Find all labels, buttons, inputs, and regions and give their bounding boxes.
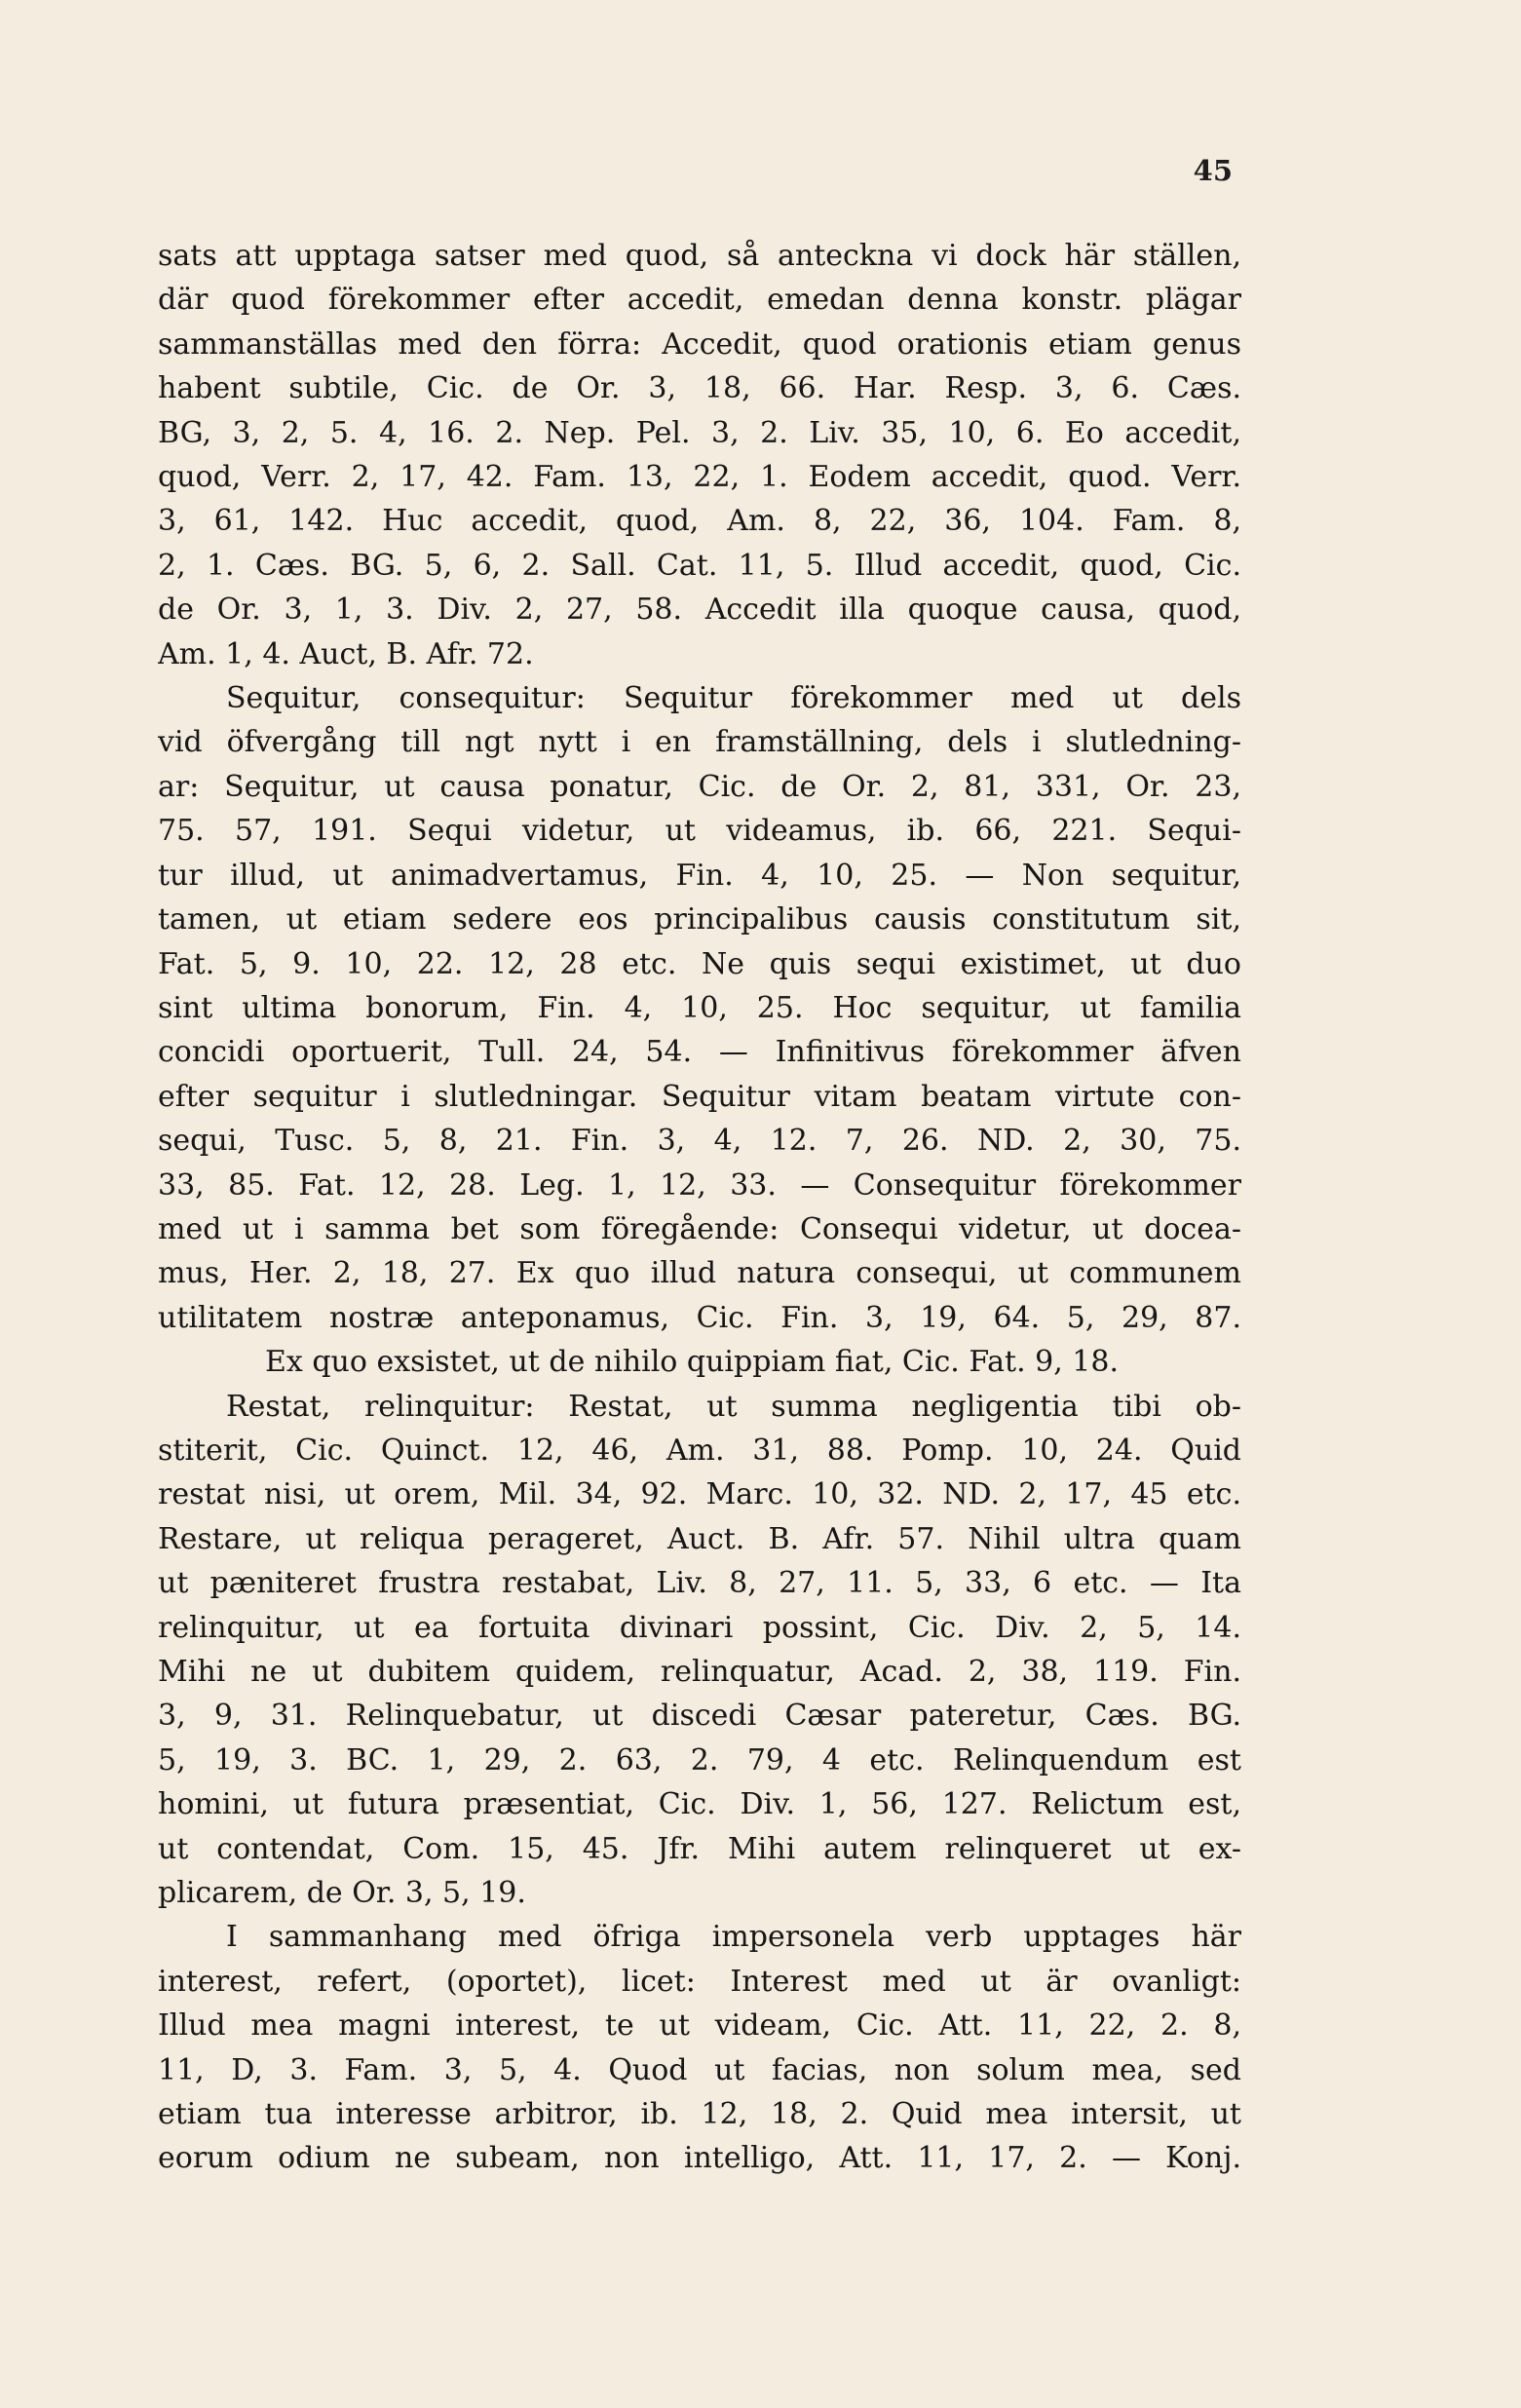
page-number: 45 (1193, 154, 1233, 187)
text-line: 5, 19, 3. BC. 1, 29, 2. 63, 2. 79, 4 etc. Relinquendum est (158, 1742, 1241, 1777)
paragraph-start-line: Ex quo exsistet, ut de nihilo quippiam fiat, Cic. Fat. 9, 18. (265, 1345, 1120, 1380)
paragraph-start-line: Sequitur, consequitur: Sequitur förekommer med ut dels (226, 681, 1241, 716)
text-line: 3, 61, 142. Huc accedit, quod, Am. 8, 22, 36, 104. Fam. 8, (158, 504, 1241, 539)
text-line: tamen, ut etiam sedere eos principalibus causis constitutum sit, (158, 902, 1241, 937)
text-line: 11, D, 3. Fam. 3, 5, 4. Quod ut facias, non solum mea, sed (158, 2052, 1241, 2087)
paragraph-start-line: Restat, relinquitur: Restat, ut summa negligentia tibi ob- (226, 1389, 1241, 1424)
text-line: 2, 1. Cæs. BG. 5, 6, 2. Sall. Cat. 11, 5. Illud accedit, quod, Cic. (158, 548, 1241, 583)
text-line: tur illud, ut animadvertamus, Fin. 4, 10, 25. — Non sequitur, (158, 858, 1241, 893)
text-line: habent subtile, Cic. de Or. 3, 18, 66. Har. Resp. 3, 6. Cæs. (158, 371, 1241, 406)
text-line: sats att upptaga satser med quod, så anteckna vi dock här ställen, (158, 239, 1241, 273)
text-line: plicarem, de Or. 3, 5, 19. (158, 1876, 526, 1911)
text-line: Illud mea magni interest, te ut videam, Cic. Att. 11, 22, 2. 8, (158, 2008, 1241, 2044)
text-line: där quod förekommer efter accedit, emedan denna konstr. plägar (158, 283, 1241, 318)
text-line: 33, 85. Fat. 12, 28. Leg. 1, 12, 33. — Consequitur förekommer (158, 1167, 1241, 1203)
text-line: concidi oportuerit, Tull. 24, 54. — Infinitivus förekommer äfven (158, 1035, 1241, 1070)
text-line: etiam tua interesse arbitror, ib. 12, 18, 2. Quid mea intersit, ut (158, 2097, 1241, 2132)
text-line: ut contendat, Com. 15, 45. Jfr. Mihi autem relinqueret ut ex- (158, 1831, 1241, 1866)
text-line: sint ultima bonorum, Fin. 4, 10, 25. Hoc sequitur, ut familia (158, 990, 1241, 1025)
text-line: ut pæniteret frustra restabat, Liv. 8, 27, 11. 5, 33, 6 etc. — Ita (158, 1566, 1241, 1601)
text-line: BG, 3, 2, 5. 4, 16. 2. Nep. Pel. 3, 2. Liv. 35, 10, 6. Eo accedit, (158, 415, 1241, 450)
text-line: stiterit, Cic. Quinct. 12, 46, Am. 31, 88. Pomp. 10, 24. Quid (158, 1433, 1241, 1468)
text-line: de Or. 3, 1, 3. Div. 2, 27, 58. Accedit illa quoque causa, quod, (158, 592, 1241, 628)
text-line: sammanställas med den förra: Accedit, quod orationis etiam genus (158, 326, 1241, 362)
text-line: vid öfvergång till ngt nytt i en framställning, dels i slutledning- (158, 725, 1241, 760)
text-line: restat nisi, ut orem, Mil. 34, 92. Marc. 10, 32. ND. 2, 17, 45 etc. (158, 1477, 1241, 1512)
text-line: homini, ut futura præsentiat, Cic. Div. 1, 56, 127. Relictum est, (158, 1787, 1241, 1822)
text-line: 75. 57, 191. Sequi videtur, ut videamus, ib. 66, 221. Sequi- (158, 814, 1241, 849)
text-line: Am. 1, 4. Auct, B. Afr. 72. (158, 636, 534, 671)
text-line: eorum odium ne subeam, non intelligo, Att. 11, 17, 2. — Konj. (158, 2141, 1241, 2176)
text-line: mus, Her. 2, 18, 27. Ex quo illud natura consequi, ut communem (158, 1256, 1241, 1291)
text-line: efter sequitur i slutledningar. Sequitur vitam beatam virtute con- (158, 1079, 1241, 1114)
body-text (158, 234, 1241, 2181)
text-line: Fat. 5, 9. 10, 22. 12, 28 etc. Ne quis sequi existimet, ut duo (158, 946, 1241, 981)
text-line: ar: Sequitur, ut causa ponatur, Cic. de Or. 2, 81, 331, Or. 23, (158, 769, 1241, 804)
text-line: med ut i samma bet som föregående: Consequi videtur, ut docea- (158, 1211, 1241, 1246)
text-line: utilitatem nostræ anteponamus, Cic. Fin. 3, 19, 64. 5, 29, 87. (158, 1300, 1241, 1335)
text-line: interest, refert, (oportet), licet: Interest med ut är ovanligt: (158, 1964, 1241, 1999)
text-line: Mihi ne ut dubitem quidem, relinquatur, Acad. 2, 38, 119. Fin. (158, 1655, 1241, 1689)
text-line: quod, Verr. 2, 17, 42. Fam. 13, 22, 1. Eodem accedit, quod. Verr. (158, 460, 1241, 495)
text-line: sequi, Tusc. 5, 8, 21. Fin. 3, 4, 12. 7, 26. ND. 2, 30, 75. (158, 1124, 1241, 1159)
text-line: relinquitur, ut ea fortuita divinari possint, Cic. Div. 2, 5, 14. (158, 1610, 1241, 1645)
text-line: Restare, ut reliqua perageret, Auct. B. Afr. 57. Nihil ultra quam (158, 1521, 1241, 1556)
paragraph-start-line: I sammanhang med öfriga impersonela verb upptages här (226, 1920, 1241, 1955)
text-line: 3, 9, 31. Relinquebatur, ut discedi Cæsar pateretur, Cæs. BG. (158, 1699, 1241, 1734)
